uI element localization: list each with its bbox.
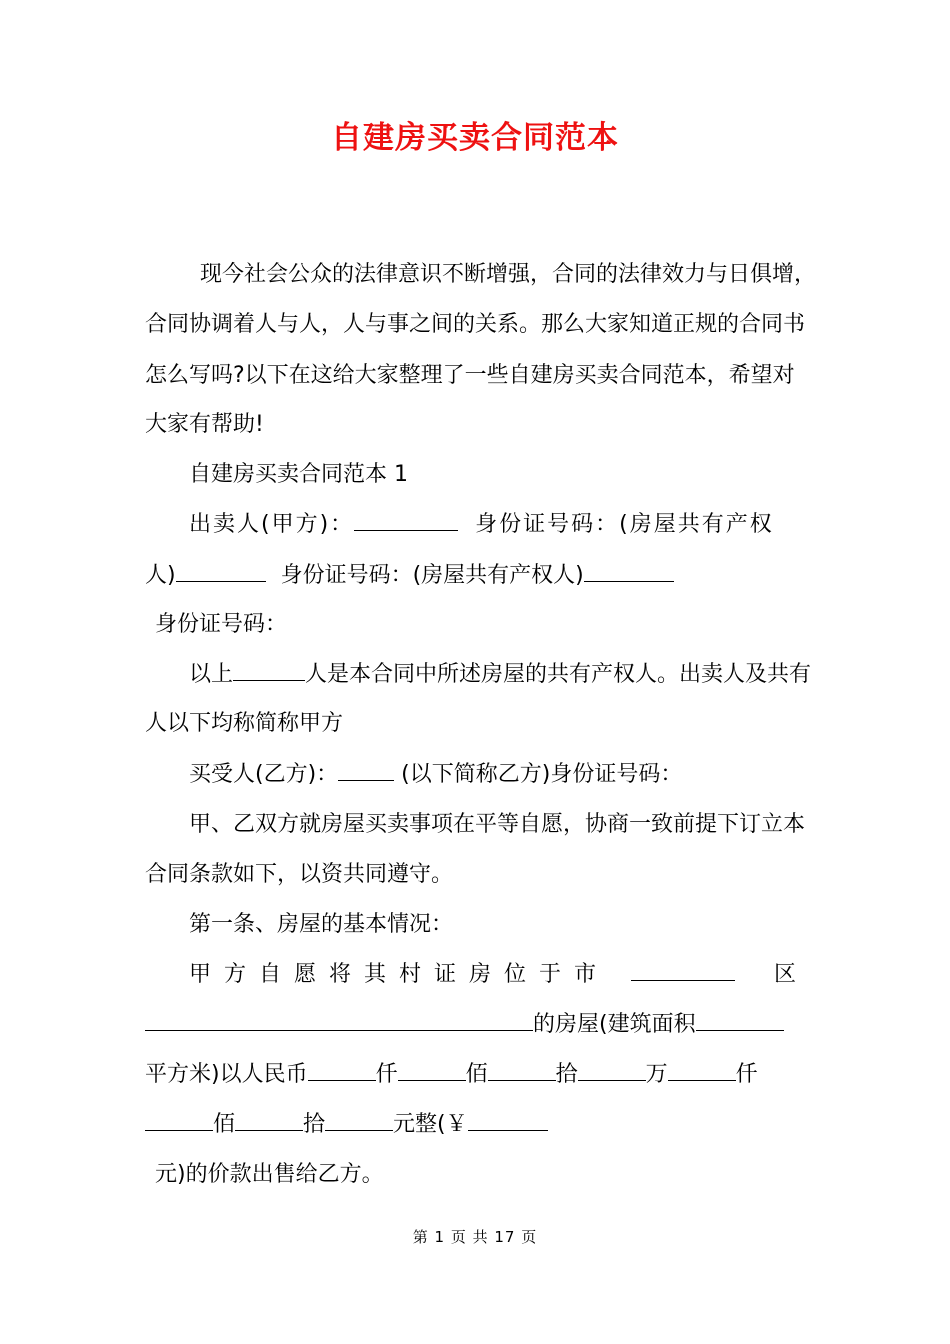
article1-line-2 (145, 1010, 810, 1040)
price-blank-4 (578, 1060, 646, 1081)
document-title: 自建房买卖合同范本 (331, 120, 619, 156)
unit-yuan-label: 元整(￥ (393, 1112, 468, 1137)
co-owner-id-label: 身份证号码：(房屋共有产权人) (280, 563, 584, 588)
area-label: 的房屋(建筑面积 (533, 1012, 696, 1037)
address-blank (145, 1010, 533, 1031)
agreement-text-1: 甲、乙双方就房屋买卖事项在平等自愿，协商一致前提下订立本 (189, 812, 806, 837)
seller-id-label-2: 身份证号码： (155, 612, 288, 637)
price-blank-8 (325, 1110, 393, 1131)
co-owner-b: 人是本合同中所述房屋的共有产权人。出卖人及共有 (305, 662, 812, 687)
seller-name-blank (354, 510, 458, 531)
intro-line-2 (145, 310, 810, 340)
co-owner-line-1 (189, 660, 812, 690)
price-blank-2 (398, 1060, 466, 1081)
buyer-id-label: (以下简称乙方)身份证号码： (401, 762, 683, 787)
article1-text-5: 元)的价款出售给乙方。 (155, 1162, 384, 1187)
article1-text-1: 甲方自愿将其村证房位于市 (189, 962, 610, 987)
price-label: 平方米)以人民币 (145, 1062, 308, 1087)
unit-bai-1: 佰 (465, 1062, 488, 1087)
intro-text-1: 现今社会公众的法律意识不断增强，合同的法律效力与日俱增， (200, 262, 817, 287)
unit-shi-1: 拾 (555, 1062, 578, 1087)
unit-bai-2: 佰 (213, 1112, 236, 1137)
district-label: 区 (773, 962, 809, 987)
section-title (189, 460, 809, 490)
price-blank-1 (308, 1060, 376, 1081)
article1-title (189, 910, 809, 940)
co-owner-count-blank (233, 660, 305, 681)
article1-line-4 (145, 1110, 810, 1140)
co-owner-blank (176, 561, 266, 582)
agreement-line-2 (145, 860, 810, 890)
intro-line-1 (145, 260, 817, 290)
intro-text-4: 大家有帮助! (145, 412, 264, 437)
agreement-line-1 (189, 810, 809, 840)
co-owner-c: 人以下均称简称甲方 (145, 711, 344, 736)
unit-qian-1: 仟 (375, 1062, 398, 1087)
co-owner-id-blank (584, 561, 674, 582)
buyer-name-blank (338, 760, 394, 781)
city-blank (631, 960, 735, 981)
co-owner-line-2 (145, 709, 810, 739)
unit-qian-2: 仟 (735, 1062, 758, 1087)
unit-shi-2: 拾 (303, 1112, 326, 1137)
price-blank-7 (235, 1110, 303, 1131)
price-blank-5 (668, 1060, 736, 1081)
seller-line-1 (189, 510, 809, 540)
article1-line-5 (155, 1160, 820, 1190)
seller-label: 出卖人(甲方)： (189, 512, 355, 537)
price-blank-6 (145, 1110, 213, 1131)
article1-title-text: 第一条、房屋的基本情况： (189, 912, 454, 937)
seller-line-3 (155, 610, 820, 640)
buyer-line (189, 760, 809, 790)
article1-line-3 (145, 1060, 810, 1090)
price-number-blank (468, 1110, 548, 1131)
page-footer: 第 1 页 共 17 页 (412, 1228, 538, 1246)
agreement-text-2: 合同条款如下，以资共同遵守。 (145, 862, 454, 887)
intro-line-3 (145, 361, 810, 391)
co-owner-a: 以上 (189, 662, 234, 687)
unit-wan: 万 (645, 1062, 668, 1087)
article1-line-1 (189, 960, 809, 990)
seller-id-label: 身份证号码：(房屋共有产权 (475, 512, 774, 537)
section-title-text: 自建房买卖合同范本 1 (189, 462, 408, 487)
intro-line-4 (145, 410, 810, 440)
seller-line-2 (145, 561, 810, 591)
intro-text-3: 怎么写吗?以下在这给大家整理了一些自建房买卖合同范本，希望对 (145, 363, 795, 388)
area-blank (696, 1010, 784, 1031)
buyer-label: 买受人(乙方)： (189, 762, 339, 787)
co-owner-label: 人) (145, 563, 176, 588)
intro-text-2: 合同协调着人与人，人与事之间的关系。那么大家知道正规的合同书 (145, 312, 806, 337)
price-blank-3 (488, 1060, 556, 1081)
